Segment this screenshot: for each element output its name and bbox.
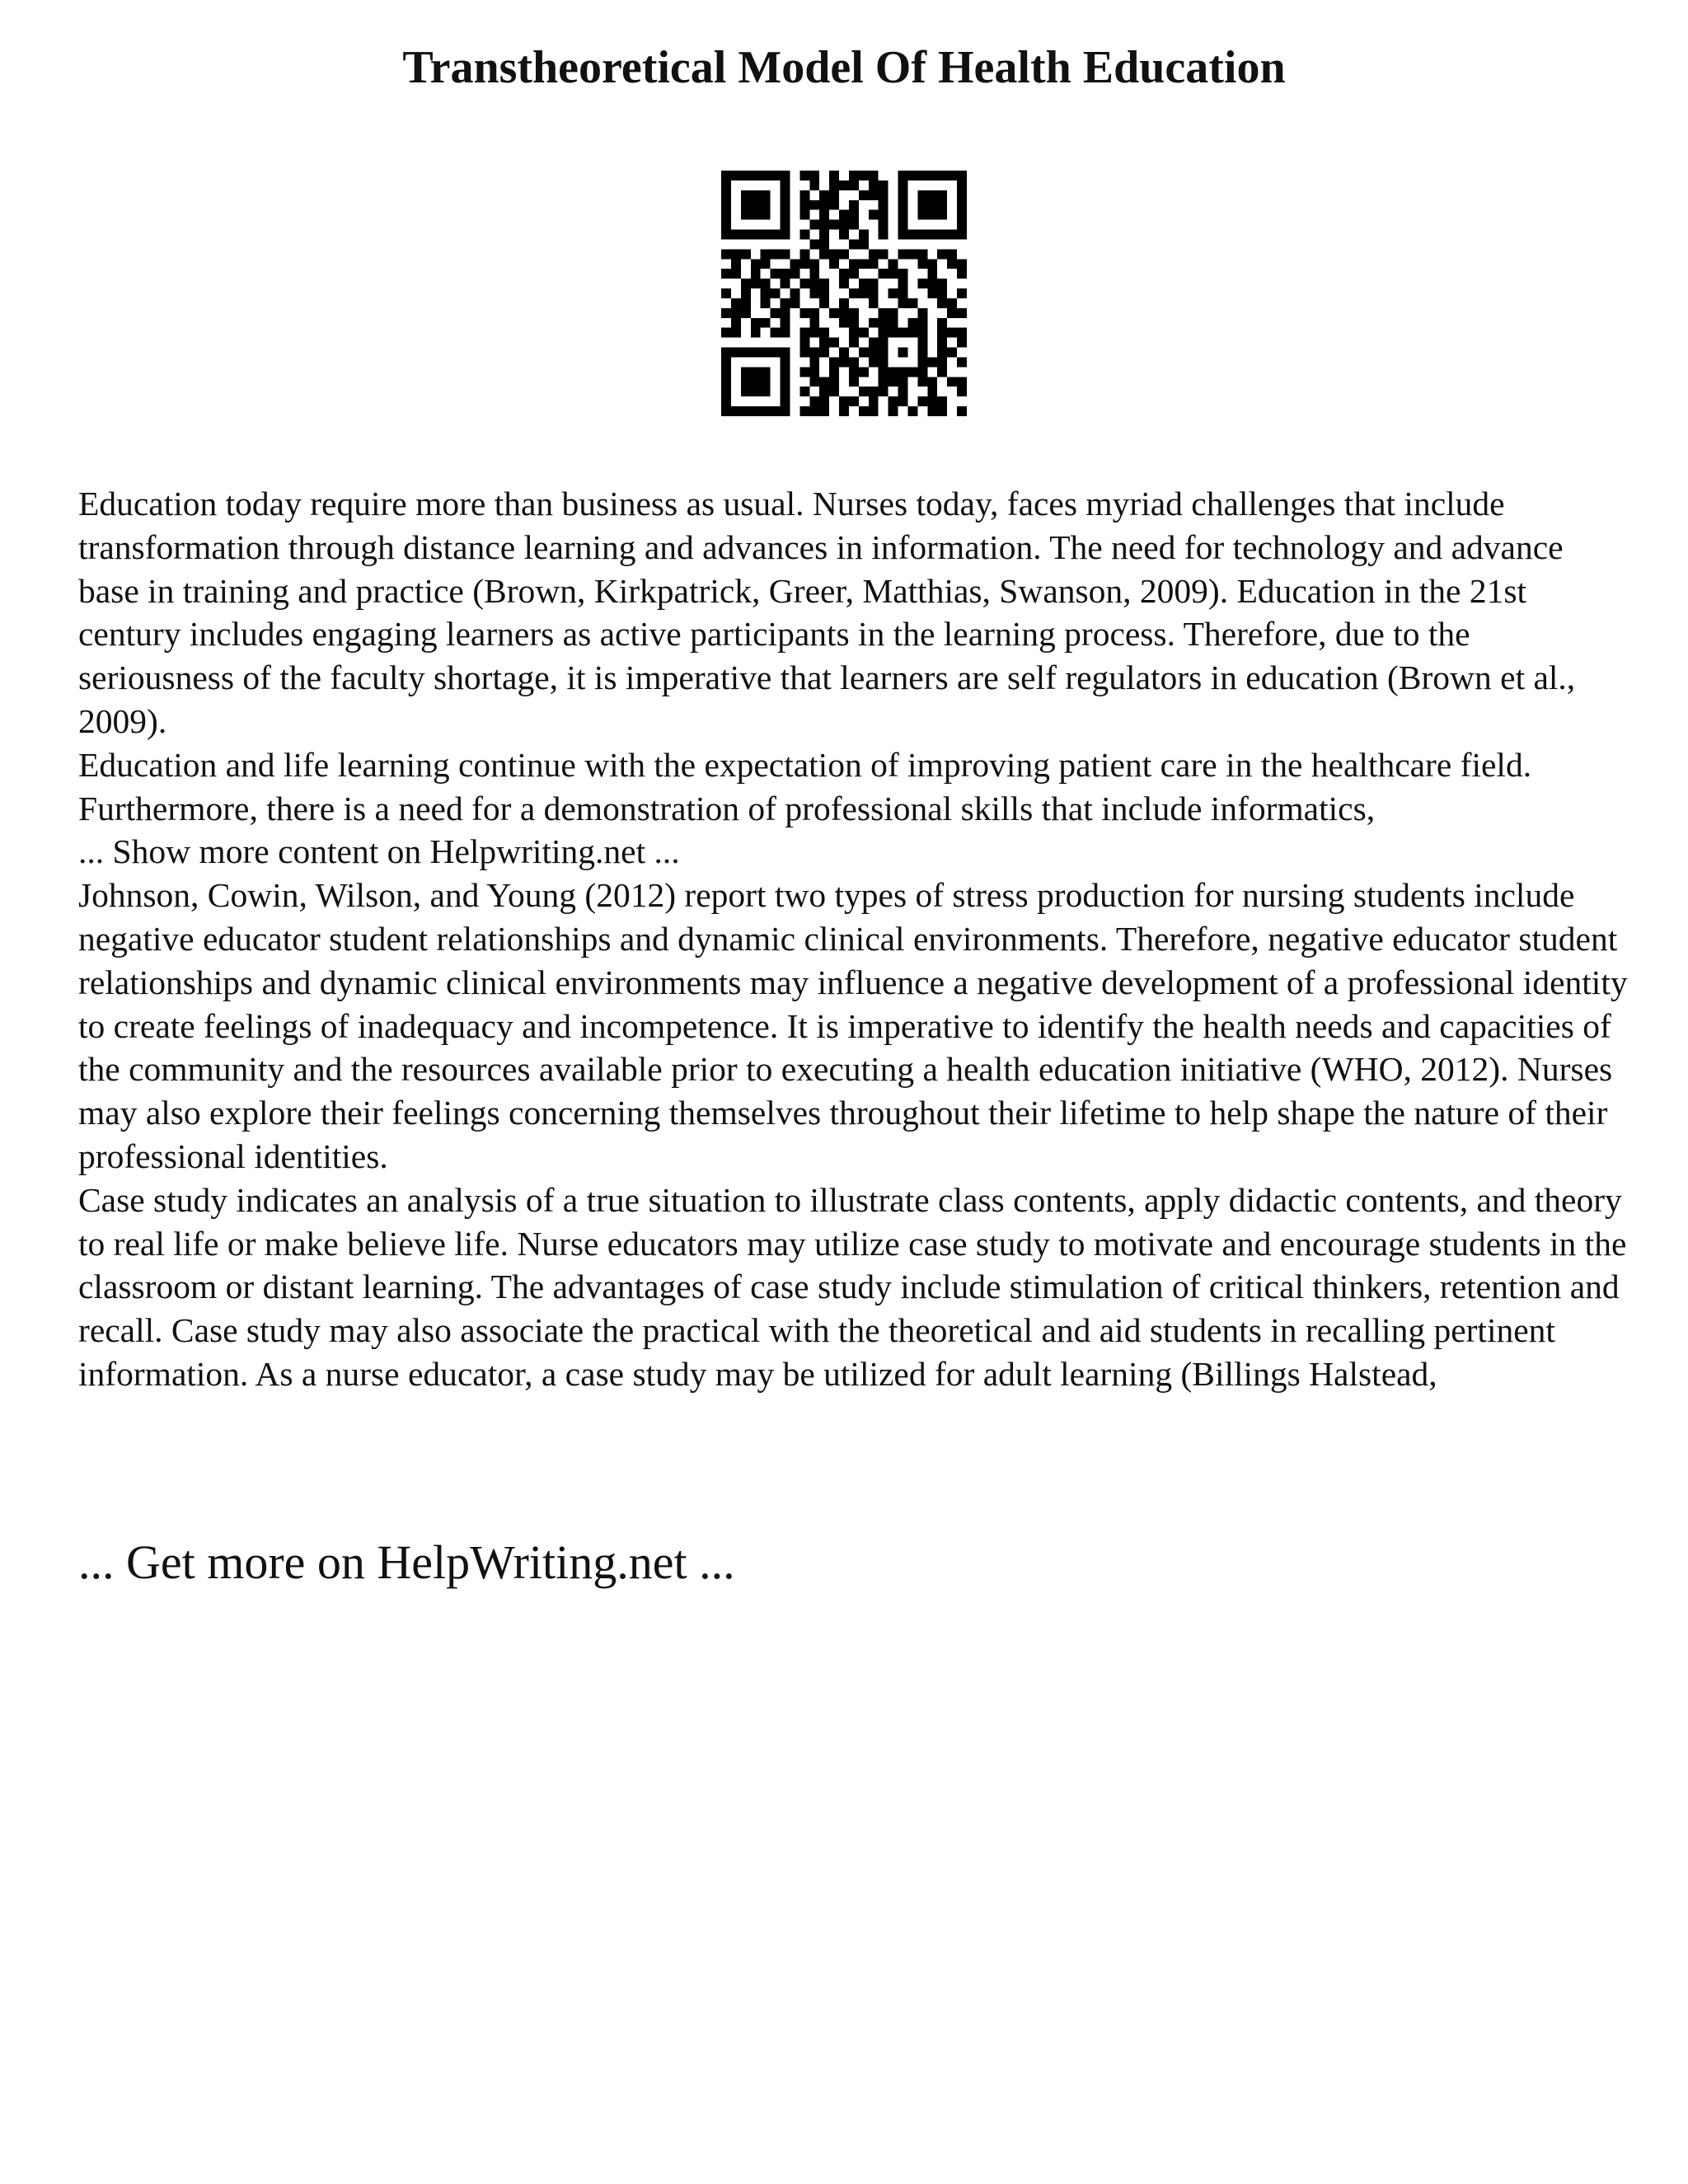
paragraph-1: Education today require more than business as usual. Nurses today, faces myriad challenges that include transformation through distance learning and advances in information. The need for technology and advance base in training and practice (Brown, Kirkpatrick, Greer, Matthias, Swanson, 2009). Education in the 21st century includes engaging learners as active participants in the learning process. Therefore, due to the seriousness of the faculty shortage, it is imperative that learners are self regulators in education (Brown et al., 2009).	[78, 485, 1576, 740]
paragraph-2: Education and life learning continue with the expectation of improving patient care in the healthcare field. Furthermore, there is a need for a demonstration of professional skills that include informatics,	[78, 745, 1532, 827]
paragraph-3: Johnson, Cowin, Wilson, and Young (2012) report two types of stress production for nursing students include negative educator student relationships and dynamic clinical environments. Therefore, negative educator student relationships and dynamic clinical environments may influence a negative development of a professional identity to create feelings of inadequacy and incompetence. It is imperative to identify the health needs and capacities of the community and the resources available prior to executing a health education initiative (WHO, 2012). Nurses may also explore their feelings concerning themselves throughout their lifetime to help shape the nature of their professional identities.	[78, 876, 1628, 1175]
get-more-link[interactable]: ... Get more on HelpWriting.net ...	[78, 1535, 735, 1589]
show-more-link[interactable]: ... Show more content on Helpwriting.net ...	[78, 832, 680, 871]
page-title: Transtheoretical Model Of Health Education	[402, 42, 1286, 93]
paragraph-4: Case study indicates an analysis of a true situation to illustrate class contents, apply didactic contents, and theory to real life or make believe life. Nurse educators may utilize case study to motivate and encourage students in the classroom or distant learning. The advantages of case study include stimulation of critical thinkers, retention and recall. Case study may also associate the practical with the theoretical and aid students in recalling pertinent information. As a nurse educator, a case study may be utilized for adult learning (Billings Halstead,	[78, 1180, 1627, 1393]
qr-code-icon	[721, 171, 967, 416]
article-body	[78, 482, 1628, 1396]
